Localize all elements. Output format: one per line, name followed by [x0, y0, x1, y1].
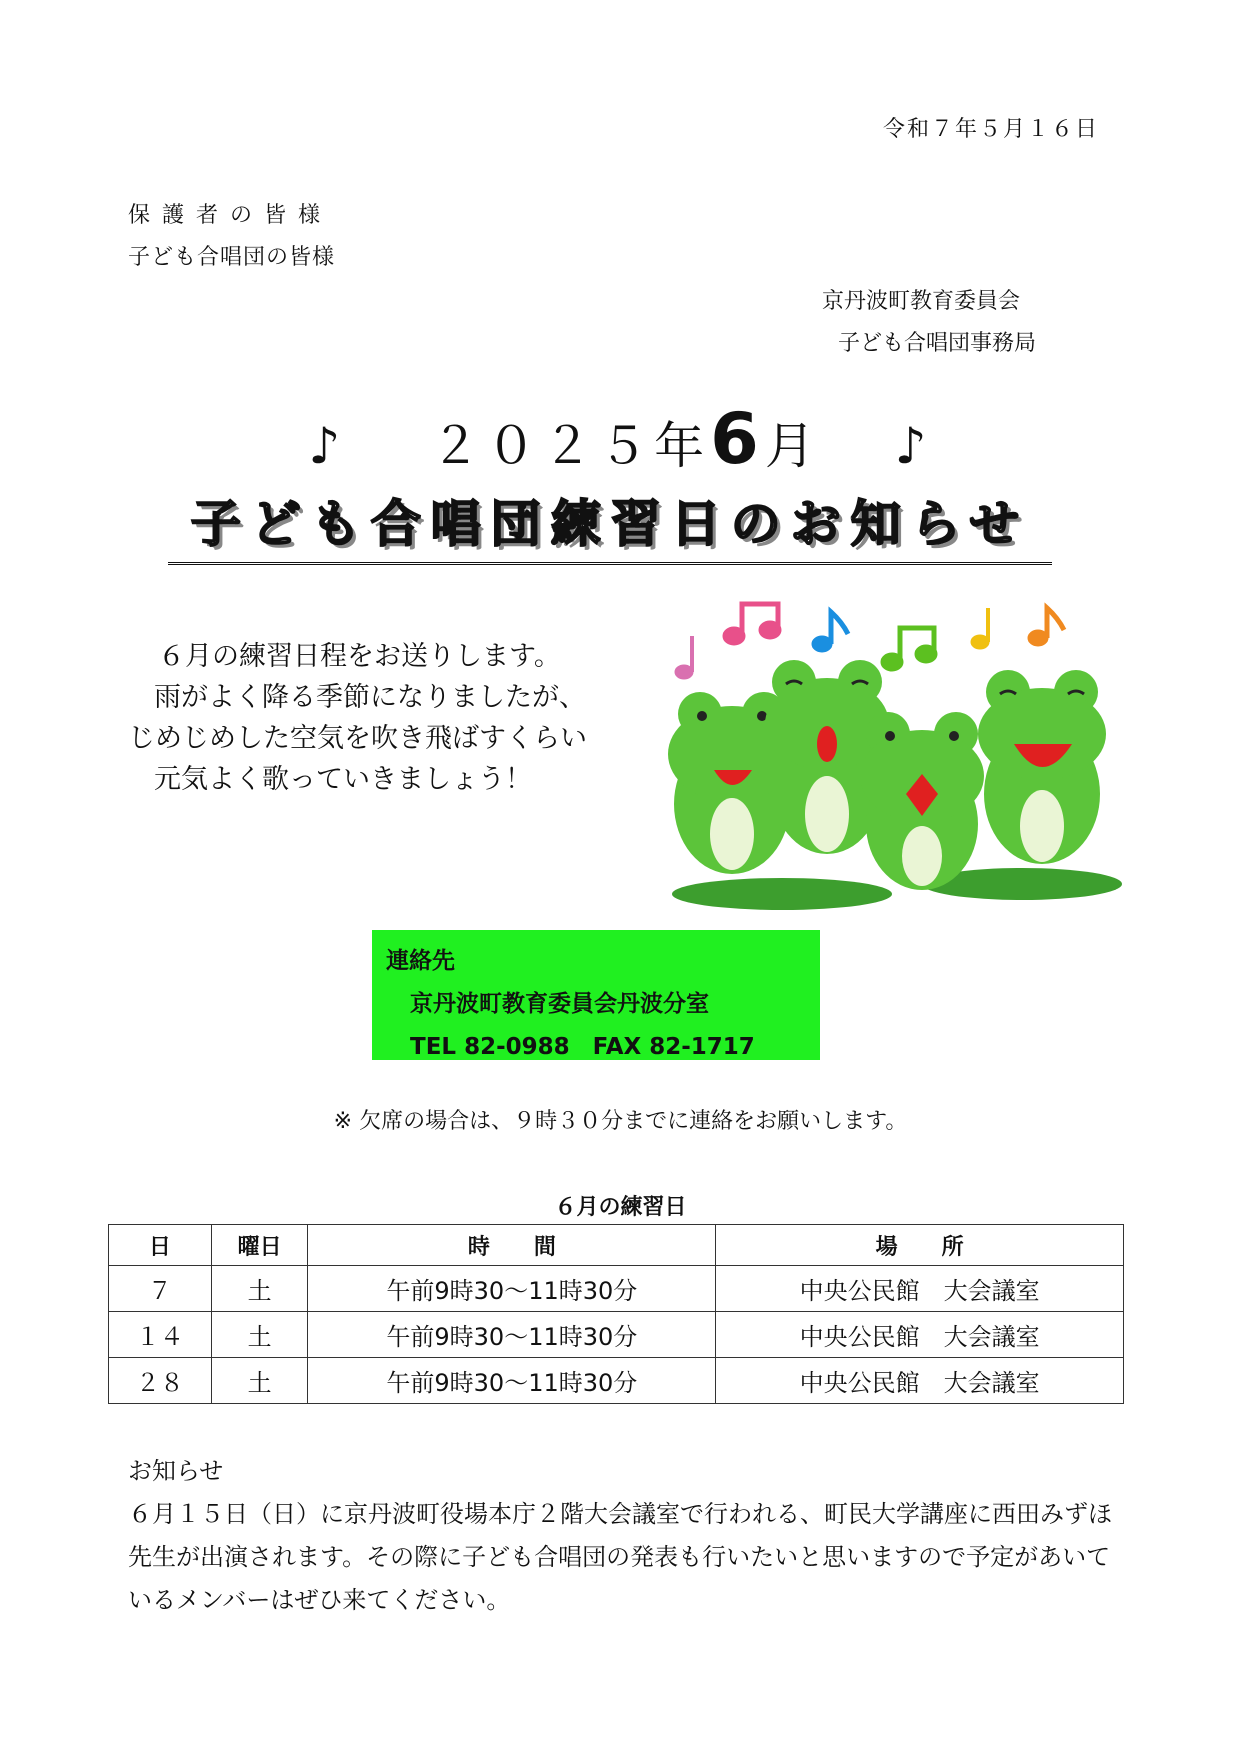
table-row	[109, 1358, 1124, 1404]
document-date: 令和７年５月１６日	[882, 117, 1099, 142]
title-month-suffix: 月	[764, 417, 821, 475]
singing-frogs-icon	[662, 594, 1132, 914]
page-title	[0, 398, 1241, 480]
frog-icon	[978, 670, 1106, 864]
cell-place: 中央公民館 大会議室	[716, 1358, 1124, 1404]
contact-heading: 連絡先	[386, 948, 455, 974]
cell-time: 午前9時30～11時30分	[308, 1312, 716, 1358]
header-time: 時 間	[308, 1225, 716, 1266]
cell-weekday: 土	[211, 1266, 308, 1312]
addressee-guardians: 保護者の皆様	[128, 203, 333, 228]
absence-note: ※ 欠席の場合は、９時３０分までに連絡をお願いします。	[333, 1109, 908, 1134]
music-note-icon: ♪	[308, 417, 347, 475]
intro-line: ６月の練習日程をお送りします。	[158, 641, 561, 672]
intro-message	[128, 636, 648, 800]
intro-line: 元気よく歌っていきましょう！	[154, 764, 532, 795]
cell-day: ７	[109, 1266, 212, 1312]
intro-line: じめじめした空気を吹き飛ばすくらい	[128, 723, 587, 754]
page-subtitle: 子ども合唱団練習日のお知らせ	[168, 484, 1052, 565]
cell-weekday: 土	[211, 1312, 308, 1358]
table-row	[109, 1312, 1124, 1358]
notice-section	[128, 1450, 1118, 1622]
cell-time: 午前9時30～11時30分	[308, 1358, 716, 1404]
schedule-caption: ６月の練習日	[554, 1195, 687, 1220]
title-year: ２０２５年	[430, 417, 711, 475]
sender-board: 京丹波町教育委員会	[822, 289, 1021, 314]
sender-office: 子ども合唱団事務局	[838, 331, 1037, 356]
cell-time: 午前9時30～11時30分	[308, 1266, 716, 1312]
frog-icon	[860, 712, 984, 890]
intro-line: 雨がよく降る季節になりましたが、	[154, 682, 586, 713]
cell-day: １４	[109, 1312, 212, 1358]
notice-heading: お知らせ	[128, 1457, 224, 1485]
contact-box	[372, 930, 820, 1060]
header-weekday: 曜日	[211, 1225, 308, 1266]
header-day: 日	[109, 1225, 212, 1266]
notice-body: ６月１５日（日）に京丹波町役場本庁２階大会議室で行われる、町民大学講座に西田みずほ先生が出演されます。その際に子ども合唱団の発表も行いたいと思いますので予定があいているメンバーはぜひ来てください。	[128, 1500, 1112, 1614]
music-note-icon: ♪	[894, 417, 933, 475]
cell-place: 中央公民館 大会議室	[716, 1312, 1124, 1358]
contact-office: 京丹波町教育委員会丹波分室	[410, 991, 709, 1017]
contact-phones: TEL 82-0988 FAX 82-1717	[410, 1034, 755, 1060]
title-month-number: 6	[710, 398, 765, 480]
cell-weekday: 土	[211, 1358, 308, 1404]
table-row	[109, 1266, 1124, 1312]
addressee-choir-members: 子ども合唱団の皆様	[128, 245, 336, 270]
schedule-table	[108, 1224, 1124, 1404]
cell-place: 中央公民館 大会議室	[716, 1266, 1124, 1312]
table-header-row	[109, 1225, 1124, 1266]
header-place: 場 所	[716, 1225, 1124, 1266]
cell-day: ２８	[109, 1358, 212, 1404]
